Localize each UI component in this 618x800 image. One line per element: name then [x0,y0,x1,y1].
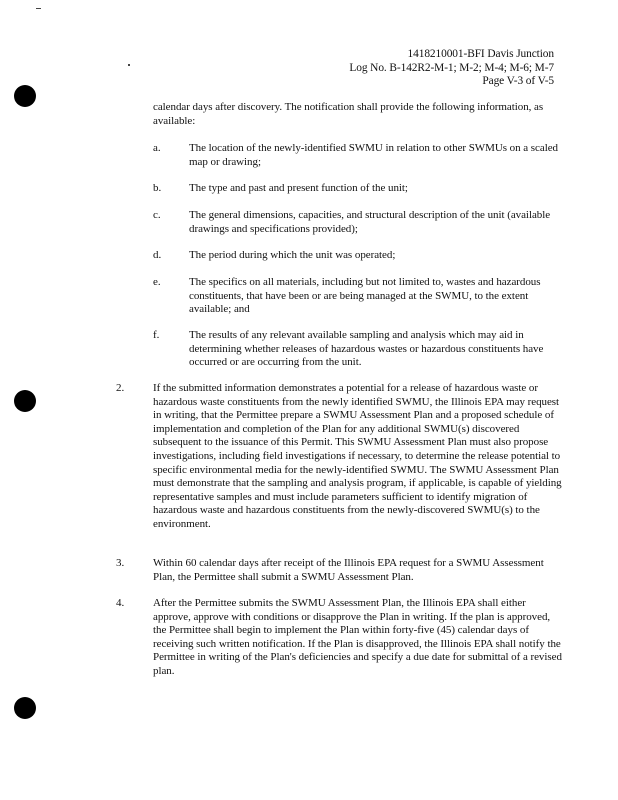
list-item-text: The general dimensions, capacities, and structural description of the unit (available drawings and specifications provided); [189,209,551,235]
header-page-number: Page V-3 of V-5 [482,75,554,88]
list-item-text: The specifics on all materials, including but not limited to, wastes and hazardous constituents, that have been or are being managed at the SWMU, to the extent available; and [189,276,541,316]
list-item-label: e. [153,276,161,288]
numbered-item-text: If the submitted information demonstrates a potential for a release of hazardous waste or hazardous waste constituents from the newly identified SWMU, the Illinois EPA may request in writing, that the Permittee prepare a SWMU Assessment Plan and a proposed schedule of implementation and completion of the Plan for any additional SWMU(s) discovered subsequent to the issuance of this Permit. This SWMU Assessment Plan must also propose investigations, including field investigations if necessary, to determine the release potential to specific environmental media for the newly-identified SWMU. The SWMU Assessment Plan must demonstrate that the sampling and analysis program, if applicable, is capable of yielding representative samples and must include parameters sufficient to identify migration of hazardous waste and hazardous constituents from the newly-discovered SWMU(s) to the environment. [153,382,562,530]
numbered-item-label: 4. [116,597,125,609]
list-item-text: The location of the newly-identified SWMU in relation to other SWMUs on a scaled map or drawing; [189,142,558,168]
list-item-label: f. [153,329,160,341]
punch-hole-top [14,85,36,107]
list-item-text: The period during which the unit was operated; [189,249,396,261]
list-item-label: c. [153,209,161,221]
intro-paragraph: calendar days after discovery. The notification shall provide the following information, as available: [153,101,544,127]
list-item-text: The type and past and present function of the unit; [189,182,408,194]
numbered-item-label: 2. [116,382,125,394]
punch-hole-bottom [14,697,36,719]
header-log-number: Log No. B-142R2-M-1; M-2; M-4; M-6; M-7 [349,61,554,74]
list-item-text: The results of any relevant available sampling and analysis which may aid in determining whether releases of hazardous wastes or hazardous constituents have occurred or are occurring from the unit. [189,329,544,369]
numbered-item-label: 3. [116,557,125,569]
list-item-label: a. [153,142,161,154]
numbered-item-text: Within 60 calendar days after receipt of the Illinois EPA request for a SWMU Assessment Plan, the Permittee shall submit a SWMU Assessment Plan. [153,557,544,583]
scan-speck [36,8,41,9]
scan-speck [128,64,130,66]
list-item-label: b. [153,182,162,194]
header-document-id: 1418210001-BFI Davis Junction [407,48,554,60]
list-item-label: d. [153,249,162,261]
page-header [349,48,554,89]
punch-hole-middle [14,390,36,412]
numbered-item-text: After the Permittee submits the SWMU Assessment Plan, the Illinois EPA shall either approve, approve with conditions or disapprove the Plan in writing. If the plan is approved, the Permittee shall begin to implement the Plan within forty-five (45) calendar days of receiving such written notification. If the Plan is disapproved, the Illinois EPA shall notify the Permittee in writing of the Plan's deficiencies and specify a due date for submittal of a revised plan. [153,597,562,677]
